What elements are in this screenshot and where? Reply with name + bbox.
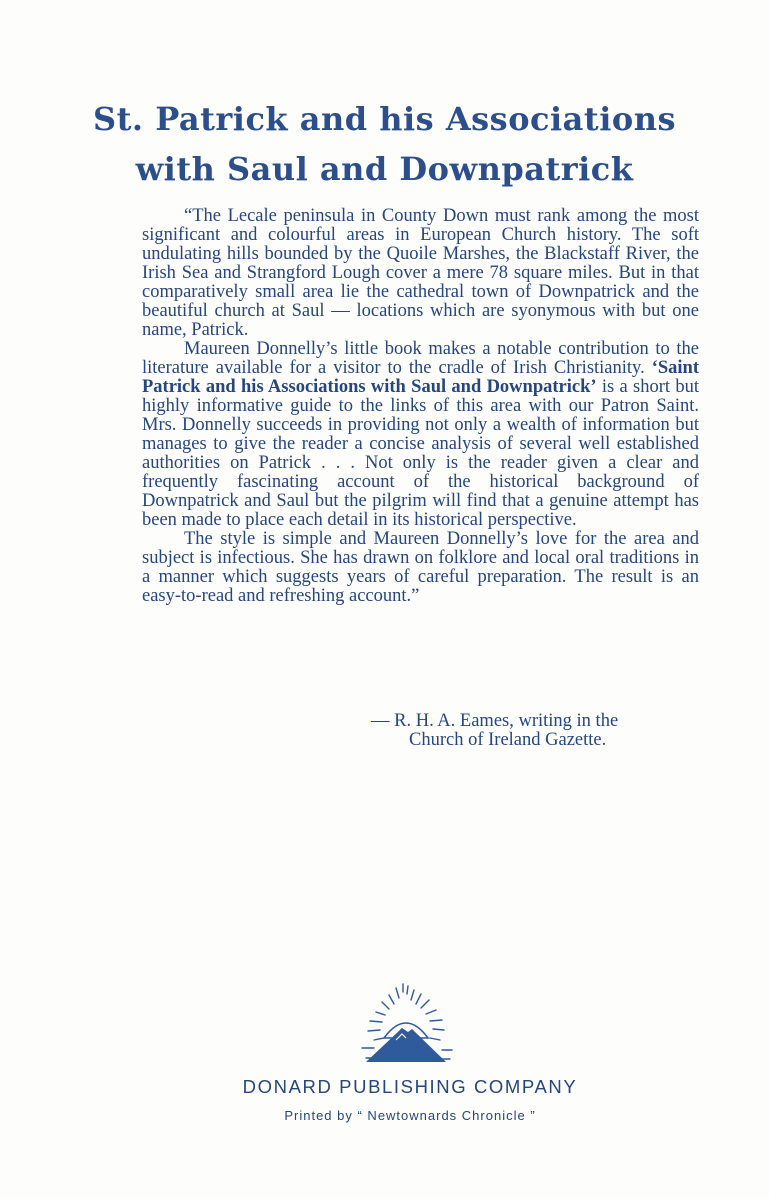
attribution-line-1: — R. H. A. Eames, writing in the [371, 711, 619, 731]
review-text [142, 207, 699, 606]
review-paragraph-1: “The Lecale peninsula in County Down must rank among the most significant and colourful areas in European Church history. The soft undulating hills bounded by the Quoile Marshes, the Blackstaff River, the Irish Sea and Strangford Lough cover a mere 78 square miles. But in that comparatively small area lie the cathedral town of Downpatrick and the beautiful church at Saul — locations which are syonymous with but one name, Patrick. [142, 206, 699, 340]
page-title-line-1: St. Patrick and his Associations [93, 100, 676, 138]
sunrise-mountain-icon [356, 980, 456, 1066]
review-paragraph-2-part-2: is a short but highly informative guide to the links of this area with our Patron Saint. Mrs. Donnelly succeeds in providing not only a wealth of information but manages to give the reader a concise analysis of several well established authorities on Patrick . . . Not only is the reader given a clear and frequently fascinating account of the historical background of Downpatrick and Saul but the pilgrim will find that a genuine attempt has been made to place each detail in its historical perspective. [142, 377, 699, 530]
book-title-reference: ‘Saint Patrick and his Associations with Saul and Downpatrick’ [142, 358, 699, 397]
attribution [371, 712, 711, 750]
review-paragraph-3: The style is simple and Maureen Donnelly’s love for the area and subject is infectious. She has drawn on folklore and local oral traditions in a manner which suggests years of careful preparation. The result is an easy-to-read and refreshing account.” [142, 529, 699, 606]
review-paragraph-2 [142, 340, 699, 530]
page-title-line-2: with Saul and Downpatrick [135, 150, 634, 188]
attribution-line-2: Church of Ireland Gazette. [409, 730, 607, 750]
printer-credit: Printed by “ Newtownards Chronicle ” [284, 1108, 536, 1123]
publisher-name: DONARD PUBLISHING COMPANY [242, 1076, 578, 1097]
review-paragraph-2-part-1: Maureen Donnelly’s little book makes a notable contribution to the literature available for a visitor to the cradle of Irish Christianity. [142, 339, 699, 378]
